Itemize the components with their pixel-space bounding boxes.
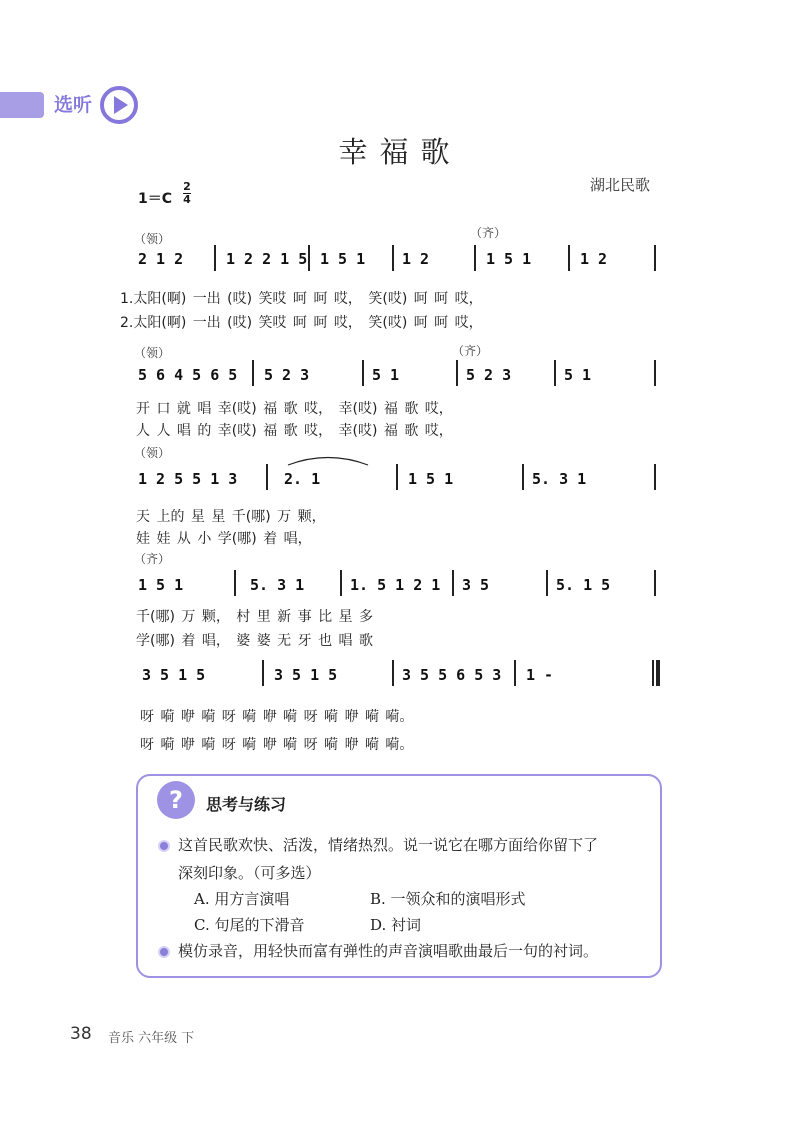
exercise-title: 思考与练习 <box>206 795 287 814</box>
bar-line <box>214 245 216 271</box>
time-signature <box>183 182 191 205</box>
note-group: 5. 1 5 <box>556 576 611 594</box>
note-group: 1 2 <box>402 250 430 268</box>
note-group: 3 5 <box>462 576 490 594</box>
bar-line <box>456 360 458 386</box>
bar-line <box>514 660 516 686</box>
part-annotation: （齐） <box>452 344 489 358</box>
note-group: 5 2 3 <box>264 366 310 384</box>
lyric-line: 天 上的 星 星 千(哪) 万 颗， <box>136 509 326 525</box>
time-signature-top: 2 <box>183 180 191 193</box>
note-group: 1 5 1 <box>408 470 454 488</box>
bar-line <box>392 245 394 271</box>
part-annotation: （领） <box>134 446 171 460</box>
note-group: 1 2 <box>580 250 608 268</box>
question-1-line-1: 这首民歌欢快、活泼，情绪热烈。说一说它在哪方面给你留下了 <box>178 836 599 854</box>
bar-line <box>308 245 310 271</box>
note-group: 5 1 <box>372 366 400 384</box>
option-d: D. 衬词 <box>370 916 422 934</box>
note-group: 1 2 2 1 5 <box>226 250 308 268</box>
note-group: 5 1 <box>564 366 592 384</box>
bar-line <box>654 464 656 490</box>
part-annotation: （齐） <box>470 226 507 240</box>
lyric-line: 人 人 唱 的 幸(哎) 福 歌 哎， 幸(哎) 福 歌 哎， <box>136 423 453 439</box>
option-c: C. 句尾的下滑音 <box>194 916 305 934</box>
question-1-line-2: 深刻印象。（可多选） <box>178 864 321 882</box>
bar-line <box>266 464 268 490</box>
note-group: 2. 1 <box>284 470 321 488</box>
bar-line <box>554 360 556 386</box>
note-group: 3 5 1 5 <box>142 666 206 684</box>
question-2: 模仿录音，用轻快而富有弹性的声音演唱歌曲最后一句的衬词。 <box>178 942 599 960</box>
bar-line <box>474 245 476 271</box>
bar-line <box>234 570 236 596</box>
bar-line <box>546 570 548 596</box>
song-title: 幸福歌 <box>338 135 462 169</box>
lyric-line: 2.太阳(啊) 一出 (哎) 笑哎 呵 呵 哎， 笑(哎) 呵 呵 哎， <box>120 315 483 331</box>
bullet-icon <box>160 948 168 956</box>
key-signature: 1＝C <box>138 191 173 207</box>
play-icon[interactable] <box>100 86 138 124</box>
bar-line <box>654 570 656 596</box>
option-b: B. 一领众和的演唱形式 <box>370 890 526 908</box>
part-annotation: （领） <box>134 232 171 246</box>
section-badge-label: 选听 <box>54 94 93 116</box>
bar-line <box>392 660 394 686</box>
note-group: 5. 3 1 <box>532 470 587 488</box>
book-title: 音乐 六年级 下 <box>108 1031 195 1046</box>
note-group: 3 5 5 6 5 3 <box>402 666 502 684</box>
bar-line <box>396 464 398 490</box>
song-origin: 湖北民歌 <box>590 176 651 194</box>
time-signature-bottom: 4 <box>183 193 191 206</box>
final-bar-line-thin <box>652 660 654 686</box>
note-group: 5 6 4 5 6 5 <box>138 366 238 384</box>
lyric-line: 1.太阳(啊) 一出 (哎) 笑哎 呵 呵 哎， 笑(哎) 呵 呵 哎， <box>120 291 483 307</box>
bar-line <box>568 245 570 271</box>
bar-line <box>654 360 656 386</box>
part-annotation: （齐） <box>134 552 171 566</box>
bar-line <box>340 570 342 596</box>
note-group: 1 - <box>526 666 554 684</box>
bar-line <box>262 660 264 686</box>
bar-line <box>522 464 524 490</box>
section-badge-bar <box>0 92 44 118</box>
note-group: 1. 5 1 2 1 <box>350 576 441 594</box>
bar-line <box>654 245 656 271</box>
lyric-line: 千(哪) 万 颗， 村 里 新 事 比 星 多 <box>136 609 373 625</box>
lyric-line: 呀 嗬 咿 嗬 呀 嗬 咿 嗬 呀 嗬 咿 嗬 嗬。 <box>140 737 414 753</box>
note-group: 1 5 1 <box>320 250 366 268</box>
lyric-line: 呀 嗬 咿 嗬 呀 嗬 咿 嗬 呀 嗬 咿 嗬 嗬。 <box>140 709 414 725</box>
note-group: 2 1 2 <box>138 250 184 268</box>
note-group: 5. 3 1 <box>250 576 305 594</box>
final-bar-line-thick <box>656 660 660 686</box>
page-number: 38 <box>70 1024 92 1044</box>
bar-line <box>252 360 254 386</box>
bar-line <box>362 360 364 386</box>
lyric-line: 开 口 就 唱 幸(哎) 福 歌 哎， 幸(哎) 福 歌 哎， <box>136 401 453 417</box>
bar-line <box>452 570 454 596</box>
bullet-icon <box>160 842 168 850</box>
note-group: 3 5 1 5 <box>274 666 338 684</box>
tie-arc <box>286 454 370 466</box>
lyric-line: 娃 娃 从 小 学(哪) 着 唱， <box>136 531 312 547</box>
note-group: 5 2 3 <box>466 366 512 384</box>
option-a: A. 用方言演唱 <box>194 890 290 908</box>
part-annotation: （领） <box>134 346 171 360</box>
svg-text:?: ? <box>169 786 183 814</box>
note-group: 1 5 1 <box>138 576 184 594</box>
note-group: 1 2 5 5 1 3 <box>138 470 238 488</box>
question-icon <box>156 780 196 820</box>
note-group: 1 5 1 <box>486 250 532 268</box>
lyric-line: 学(哪) 着 唱， 婆 婆 无 牙 也 唱 歌 <box>136 633 373 649</box>
